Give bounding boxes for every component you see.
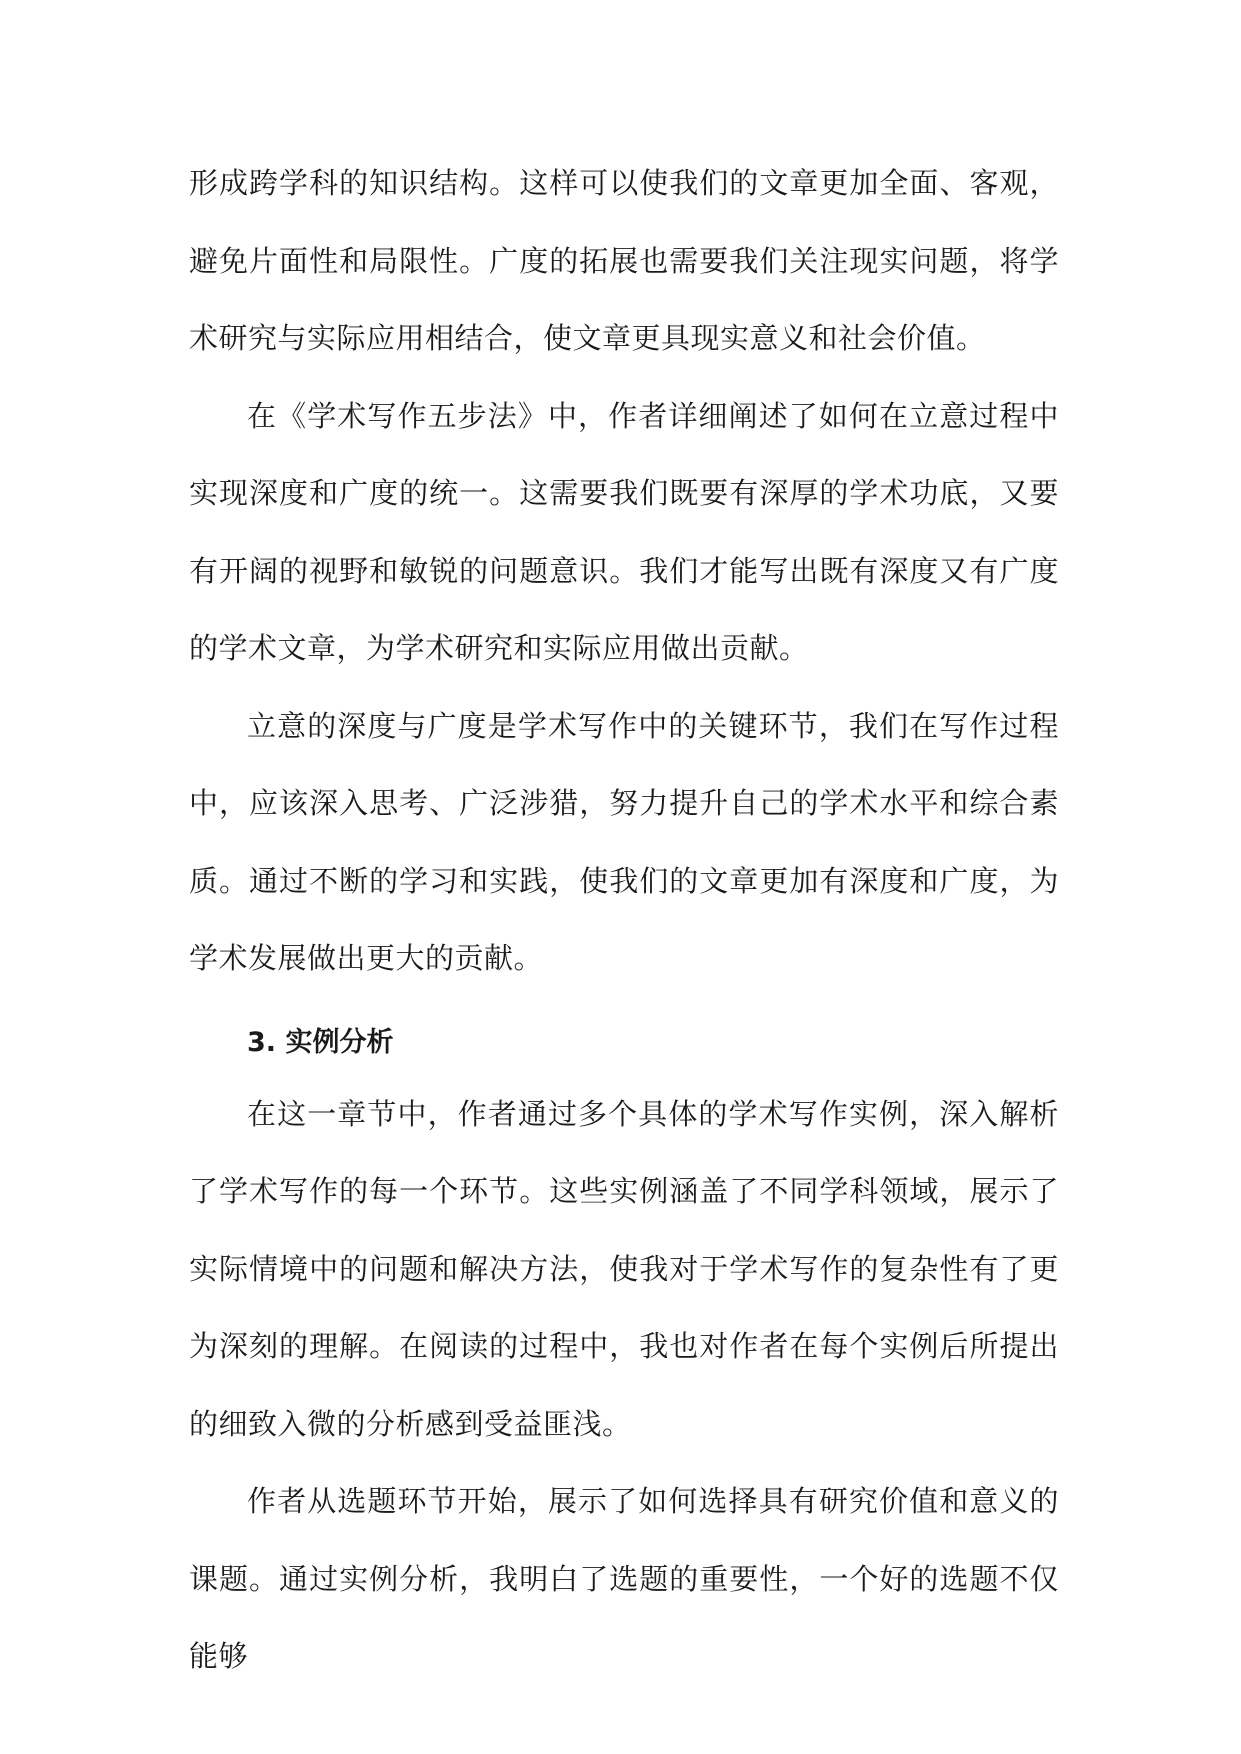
body-paragraph: 形成跨学科的知识结构。这样可以使我们的文章更加全面、客观，避免片面性和局限性。广度的拓展也需要我们关注现实问题，将学术研究与实际应用相结合，使文章更具现实意义和社会价值。 (189, 166, 1059, 355)
section-heading: 3. 实例分析 (247, 1026, 394, 1058)
body-paragraph: 立意的深度与广度是学术写作中的关键环节，我们在写作过程中，应该深入思考、广泛涉猎，努力提升自己的学术水平和综合素质。通过不断的学习和实践，使我们的文章更加有深度和广度，为学术发展做出更大的贡献。 (189, 708, 1059, 975)
body-paragraph: 在《学术写作五步法》中，作者详细阐述了如何在立意过程中实现深度和广度的统一。这需要我们既要有深厚的学术功底，又要有开阔的视野和敏锐的问题意识。我们才能写出既有深度又有广度的学术文章，为学术研究和实际应用做出贡献。 (189, 398, 1059, 665)
body-paragraph: 在这一章节中，作者通过多个具体的学术写作实例，深入解析了学术写作的每一个环节。这些实例涵盖了不同学科领域，展示了实际情境中的问题和解决方法，使我对于学术写作的复杂性有了更为深刻的理解。在阅读的过程中，我也对作者在每个实例后所提出的细致入微的分析感到受益匪浅。 (189, 1096, 1059, 1441)
document-page (189, 145, 1059, 1696)
body-paragraph: 作者从选题环节开始，展示了如何选择具有研究价值和意义的课题。通过实例分析，我明白了选题的重要性，一个好的选题不仅能够 (189, 1484, 1059, 1673)
